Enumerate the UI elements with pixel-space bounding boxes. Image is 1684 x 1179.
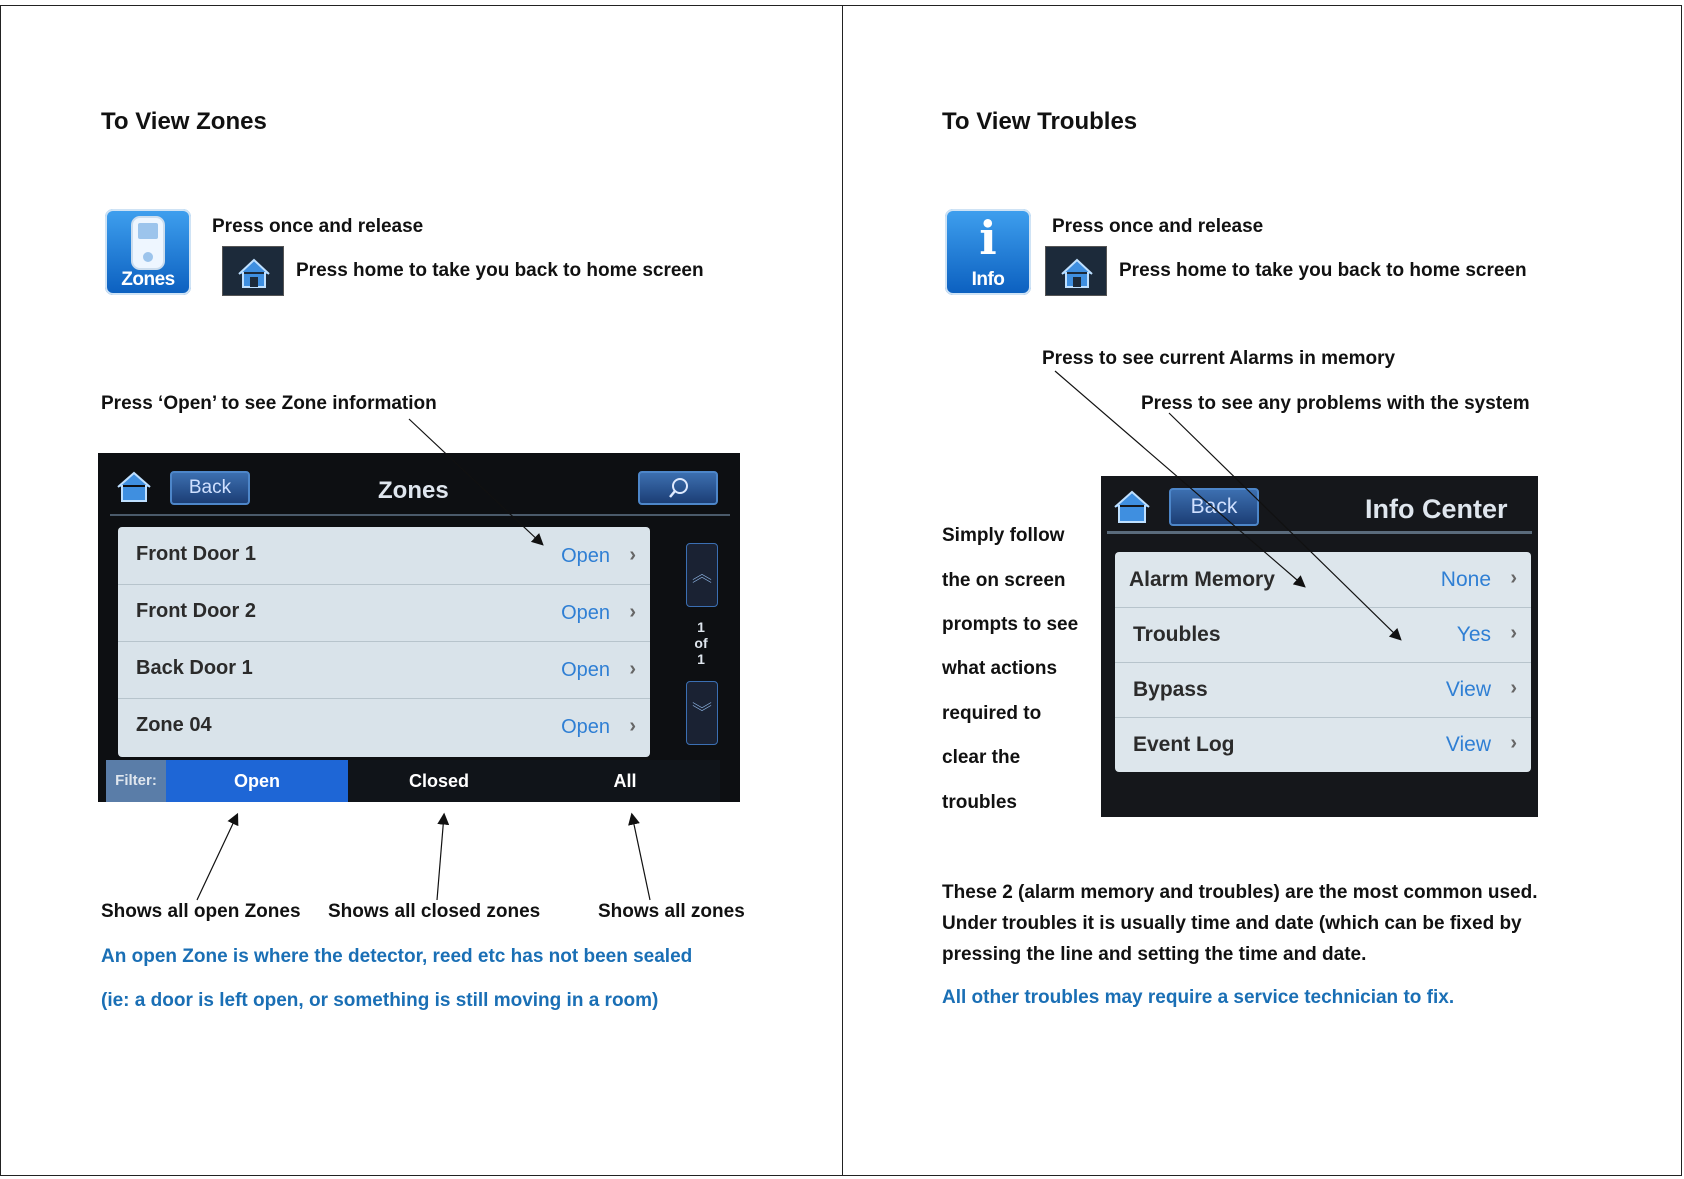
back-button[interactable]: Back xyxy=(170,471,250,505)
press-open-text: Press ‘Open’ to see Zone information xyxy=(101,393,437,414)
pager-of: of xyxy=(694,635,708,651)
arrow-alarm-memory xyxy=(1055,371,1304,586)
arrow-shows-all xyxy=(632,815,650,900)
info-row-name: Bypass xyxy=(1133,678,1208,701)
press-home-text: Press home to take you back to home screen xyxy=(1119,260,1527,281)
info-row-status[interactable]: Yes xyxy=(1456,623,1491,646)
side-line: prompts to see xyxy=(942,614,1079,635)
pager-total: 1 xyxy=(697,651,705,667)
info-row-name: Troubles xyxy=(1133,623,1221,646)
side-line: what actions xyxy=(942,658,1058,679)
caption-all-zones: Shows all zones xyxy=(598,901,745,922)
side-line: Simply follow xyxy=(942,525,1065,546)
chevron-right-icon: › xyxy=(629,715,636,737)
info-row-status[interactable]: View xyxy=(1445,733,1491,756)
info-icon-label: Info xyxy=(971,269,1005,290)
page-title: To View Troubles xyxy=(942,108,1138,135)
info-row-name: Alarm Memory xyxy=(1129,568,1275,591)
chevron-right-icon: › xyxy=(1510,677,1517,699)
arrow-shows-open xyxy=(197,815,237,900)
left-page xyxy=(0,5,843,1176)
press-alarms-text: Press to see current Alarms in memory xyxy=(1042,348,1396,369)
chevron-right-icon: › xyxy=(629,544,636,566)
zone-status[interactable]: Open xyxy=(561,716,610,738)
screen-title: Zones xyxy=(378,477,449,504)
arrow-shows-closed xyxy=(437,815,444,900)
zone-status[interactable]: Open xyxy=(561,602,610,624)
back-button[interactable]: Back xyxy=(1169,488,1259,526)
pager-current: 1 xyxy=(697,619,705,635)
caption-closed-zones: Shows all closed zones xyxy=(328,901,541,922)
side-line: the on screen xyxy=(942,570,1066,591)
info-row-status[interactable]: None xyxy=(1440,568,1491,591)
filter-closed-tab[interactable]: Closed xyxy=(348,760,530,802)
arrow-troubles xyxy=(1169,413,1400,639)
para-line-3: pressing the line and setting the time and date. xyxy=(942,944,1367,965)
chevron-right-icon: › xyxy=(629,658,636,680)
chevron-down-icon: ︾ xyxy=(692,702,712,724)
press-home-text: Press home to take you back to home screen xyxy=(296,260,704,281)
zone-name: Zone 04 xyxy=(136,714,212,736)
chevron-right-icon: › xyxy=(1510,732,1517,754)
open-zone-note-2: (ie: a door is left open, or something is still moving in a room) xyxy=(101,990,659,1011)
info-glyph: i xyxy=(979,211,997,265)
chevron-right-icon: › xyxy=(1510,622,1517,644)
press-once-text: Press once and release xyxy=(212,216,424,237)
side-line: clear the xyxy=(942,747,1021,768)
chevron-up-icon: ︽ xyxy=(692,564,712,586)
press-once-text: Press once and release xyxy=(1052,216,1264,237)
para-line-2: Under troubles it is usually time and date (which can be fixed by xyxy=(942,913,1522,934)
open-zone-note-1: An open Zone is where the detector, reed etc has not been sealed xyxy=(101,946,693,967)
info-row-name: Event Log xyxy=(1133,733,1235,756)
zone-status[interactable]: Open xyxy=(561,659,610,681)
arrow-open xyxy=(409,419,542,544)
para-line-1: These 2 (alarm memory and troubles) are the most common used. xyxy=(942,882,1538,903)
zone-status[interactable]: Open xyxy=(561,545,610,567)
side-line: required to xyxy=(942,703,1042,724)
chevron-right-icon: › xyxy=(1510,567,1517,589)
technician-note: All other troubles may require a service technician to fix. xyxy=(942,987,1455,1008)
zone-name: Front Door 1 xyxy=(136,543,256,565)
screen-title: Info Center xyxy=(1365,494,1508,524)
filter-all-tab[interactable]: All xyxy=(530,760,720,802)
zones-icon-label: Zones xyxy=(121,269,175,290)
info-row-status[interactable]: View xyxy=(1445,678,1491,701)
zone-name: Back Door 1 xyxy=(136,657,253,679)
press-problems-text: Press to see any problems with the system xyxy=(1141,393,1530,414)
page-title: To View Zones xyxy=(101,108,267,135)
side-line: troubles xyxy=(942,792,1017,813)
filter-label: Filter: xyxy=(106,760,166,802)
chevron-right-icon: › xyxy=(629,601,636,623)
right-page xyxy=(842,5,1682,1176)
caption-open-zones: Shows all open Zones xyxy=(101,901,301,922)
filter-open-tab[interactable]: Open xyxy=(166,760,348,802)
zone-name: Front Door 2 xyxy=(136,600,256,622)
